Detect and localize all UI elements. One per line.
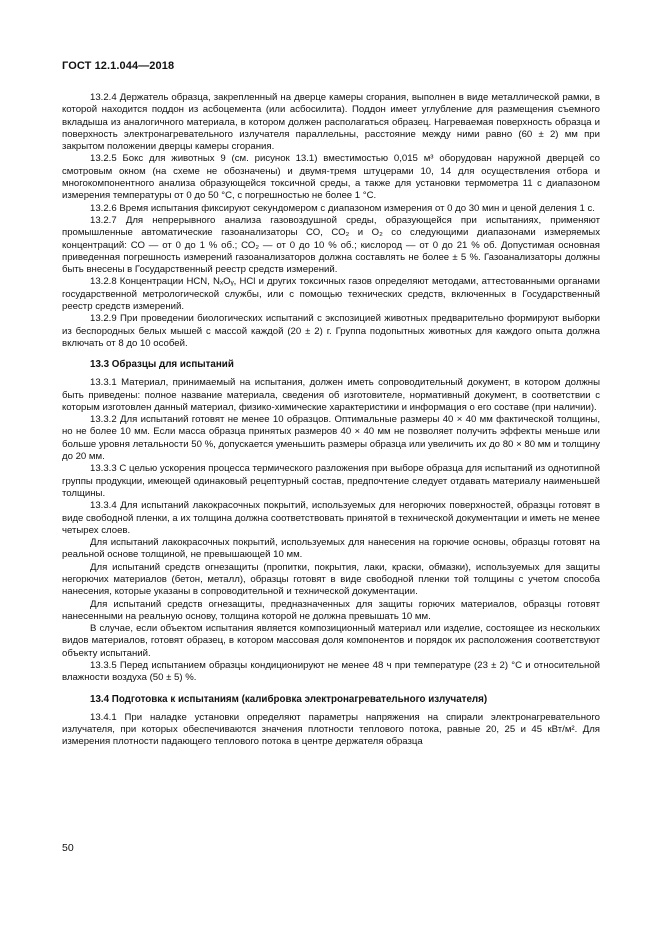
para-13-2-9: 13.2.9 При проведении биологических испытаний с экспозицией животных предварительно формируют выборки из беспородных белых мышей с массой каждой (20 ± 2) г. Группа подопытных животных для каждого опыта должна включать от 8 до 10 особей. (62, 313, 600, 349)
para-13-2-6: 13.2.6 Время испытания фиксируют секундомером с диапазоном измерения от 0 до 30 мин и ценой деления 1 с. (90, 202, 595, 214)
para-13-3-1: 13.3.1 Материал, принимаемый на испытания, должен иметь сопроводительный документ, в котором должны быть приведены: полное название материала, сведения об изготовителе, нормативный документ, в соответствии с которым изготовлен данный материал, физико-химические характеристики и информация о его составе (при наличии). (62, 377, 600, 413)
running-header: ГОСТ 12.1.044—2018 (62, 60, 175, 72)
para-13-2-4: 13.2.4 Держатель образца, закрепленный на дверце камеры сгорания, выполнен в виде металлической рамки, в которой находится поддон из асбоцемента (или асбосилита). Поддон имеет углубление для размещения съемного вкладыша из аналогичного материала, в котором должен располагаться образец. Нагреваемая поверхность образца и поверхность электронагревательного излучателя параллельны, расстояние между ними равно (60 ± 2) мм при закрытом положении дверцы камеры сгорания. (62, 92, 600, 153)
heading-13-4: 13.4 Подготовка к испытаниям (калибровка электронагревательного излучателя) (90, 693, 488, 705)
para-13-3-4-d: Для испытаний средств огнезащиты, предназначенных для защиты горючих материалов, образцы готовят нанесенными на реальную основу, толщина которой не должна превышать 10 мм. (62, 598, 600, 622)
para-13-3-5: 13.3.5 Перед испытанием образцы кондиционируют не менее 48 ч при температуре (23 ± 2) °С и относительной влажности воздуха (50 ± 5) %. (62, 660, 600, 684)
heading-13-3: 13.3 Образцы для испытаний (90, 359, 234, 371)
page-number: 50 (62, 842, 74, 854)
para-13-3-4-c: Для испытаний средств огнезащиты (пропитки, покрытия, лаки, краски, обмазки), используемых для защиты негорючих материалов (бетон, металл), образцы готовят в виде свободной пленки той толщины с учетом способа нанесения, которые указаны в сопроводительной и технической документации. (62, 561, 600, 598)
para-13-4-1: 13.4.1 При наладке установки определяют параметры напряжения на спирали электронагревательного излучателя, при которых обеспечиваются значения плотности теплового потока, равные 20, 25 и 45 кВт/м². Для измерения плотности падающего теплового потока в центре держателя образца (62, 711, 600, 748)
para-13-2-5: 13.2.5 Бокс для животных 9 (см. рисунок 13.1) вместимостью 0,015 м³ оборудован наружной дверцей со смотровым окном (на схеме не обозначены) и двумя-тремя штуцерами 10, 14 для осуществления отбора и многокомпонентного анализа образующейся токсичной среды, а также для установки термометра 11 с диапазоном измерения температуры от 0 до 50 °С, с погрешностью не более 1 °С. (62, 153, 600, 202)
document-body (62, 92, 600, 749)
para-13-3-3: 13.3.3 С целью ускорения процесса термического разложения при выборе образца для испытаний из однотипной группы продукции, имеющей одинаковый рецептурный состав, предпочтение следует отдавать материалу наименьшей толщины. (62, 463, 600, 499)
para-13-3-4: 13.3.4 Для испытаний лакокрасочных покрытий, используемых для негорючих поверхностей, образцы готовят в виде свободной пленки, а их толщина должна соответствовать принятой в технической документации и иметь не менее четырех слоев. (62, 500, 600, 536)
para-13-2-8: 13.2.8 Концентрации HCN, NₓOᵧ, HCl и других токсичных газов определяют методами, аттестованными органами государственной метрологической службы, или с помощью технических средств, включенных в Государственный реестр средств измерений. (62, 276, 600, 313)
para-13-3-4-b: Для испытаний лакокрасочных покрытий, используемых для нанесения на горючие основы, образцы готовят на реальной основе толщиной, не превышающей 10 мм. (62, 537, 600, 561)
para-13-3-2: 13.3.2 Для испытаний готовят не менее 10 образцов. Оптимальные размеры 40 × 40 мм фактической толщины, но не более 10 мм. Если масса образца принятых размеров 40 × 40 мм не позволяет получить эффекты меньше или больше уровня летальности 50 %, допускается уменьшить размеры образца или увеличить их до 80 × 80 мм и толщину до 20 мм. (62, 414, 600, 463)
para-13-3-4-e: В случае, если объектом испытания является композиционный материал или изделие, состоящее из нескольких видов материалов, готовят образец, в котором массовая доля компонентов и порядок их расположения соответствуют объекту испытаний. (62, 623, 600, 659)
para-13-2-7: 13.2.7 Для непрерывного анализа газовоздушной среды, образующейся при испытаниях, применяют промышленные автоматические газоанализаторы СО, СО₂ и О₂ со следующими диапазонами измеряемых концентраций: СО — от 0 до 1 % об.; СО₂ — от 0 до 10 % об.; кислород — от 0 до 21 % об. Допустимая основная приведенная погрешность измерений газоанализаторов должна составлять не более ± 5 %. Газоанализаторы должны быть внесены в Государственный реестр средств измерений. (62, 214, 600, 276)
